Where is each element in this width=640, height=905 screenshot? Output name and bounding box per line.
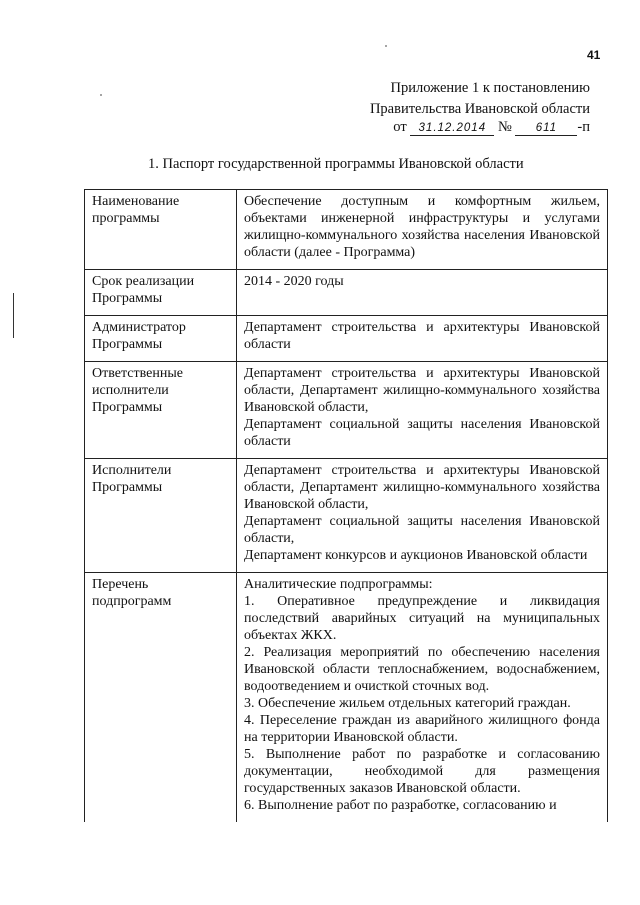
row-label: Ответственные исполнители Программы — [85, 362, 237, 459]
value-paragraph: Аналитические подпрограммы: — [244, 577, 433, 592]
row-label: Срок реализации Программы — [85, 270, 237, 316]
value-paragraph: 3. Обеспечение жильем отдельных категорий граждан. — [244, 696, 571, 711]
value-paragraph: Департамент строительства и архитектуры Ивановской области, Департамент жилищно-коммунального хозяйства Ивановской области, — [244, 463, 600, 512]
passport-table — [84, 189, 608, 822]
value-paragraph: Обеспечение доступным и комфортным жильем, объектами инженерной инфраструктуры и услугами жилищно-коммунального хозяйства населения Ивановской области (далее - Программа) — [244, 194, 600, 260]
row-label: Администратор Программы — [85, 316, 237, 362]
number-suffix: -п — [577, 119, 590, 135]
scan-speck — [385, 45, 387, 47]
number-label: № — [497, 119, 512, 135]
table-row — [85, 362, 608, 459]
row-label: Перечень подпрограмм — [85, 573, 237, 823]
value-paragraph: 2014 - 2020 годы — [244, 274, 344, 289]
table-row — [85, 573, 608, 823]
value-paragraph: Департамент строительства и архитектуры Ивановской области — [244, 320, 600, 352]
row-label: Наименование программы — [85, 190, 237, 270]
date-prefix: от — [393, 119, 407, 135]
value-paragraph: Департамент конкурсов и аукционов Ивановской области — [244, 548, 588, 563]
row-label: Исполнители Программы — [85, 459, 237, 573]
value-paragraph: 6. Выполнение работ по разработке, согласованию и — [244, 798, 557, 813]
handwritten-number: 611 — [515, 121, 577, 136]
margin-mark — [13, 293, 14, 338]
value-paragraph: 5. Выполнение работ по разработке и согласованию документации, необходимой для размещения государственных заказов Ивановской области. — [244, 747, 600, 796]
page-number: 41 — [587, 48, 601, 62]
row-value — [237, 316, 608, 362]
appendix-line-2: Правительства Ивановской области — [369, 101, 590, 117]
row-value — [237, 362, 608, 459]
appendix-date-line — [355, 119, 590, 136]
row-value — [237, 573, 608, 823]
value-paragraph: Департамент строительства и архитектуры Ивановской области, Департамент жилищно-коммунального хозяйства Ивановской области, — [244, 366, 600, 415]
table-row — [85, 190, 608, 270]
scan-speck — [100, 94, 102, 96]
table-row — [85, 316, 608, 362]
value-paragraph: 2. Реализация мероприятий по обеспечению населения Ивановской области теплоснабжением, водоснабжением, водоотведением и очисткой сточных вод. — [244, 645, 600, 694]
value-paragraph: 4. Переселение граждан из аварийного жилищного фонда на территории Ивановской области. — [244, 713, 600, 745]
table-row — [85, 270, 608, 316]
handwritten-date: 31.12.2014 — [410, 121, 494, 136]
table-row — [85, 459, 608, 573]
value-paragraph: Департамент социальной защиты населения Ивановской области — [244, 417, 600, 449]
value-paragraph: Департамент социальной защиты населения Ивановской области, — [244, 514, 600, 546]
row-value — [237, 459, 608, 573]
row-value — [237, 270, 608, 316]
appendix-line-1: Приложение 1 к постановлению — [390, 80, 590, 96]
value-paragraph: 1. Оперативное предупреждение и ликвидация последствий аварийных ситуаций на муниципальных объектах ЖКХ. — [244, 594, 600, 643]
section-title: 1. Паспорт государственной программы Ивановской области — [148, 156, 524, 172]
row-value — [237, 190, 608, 270]
